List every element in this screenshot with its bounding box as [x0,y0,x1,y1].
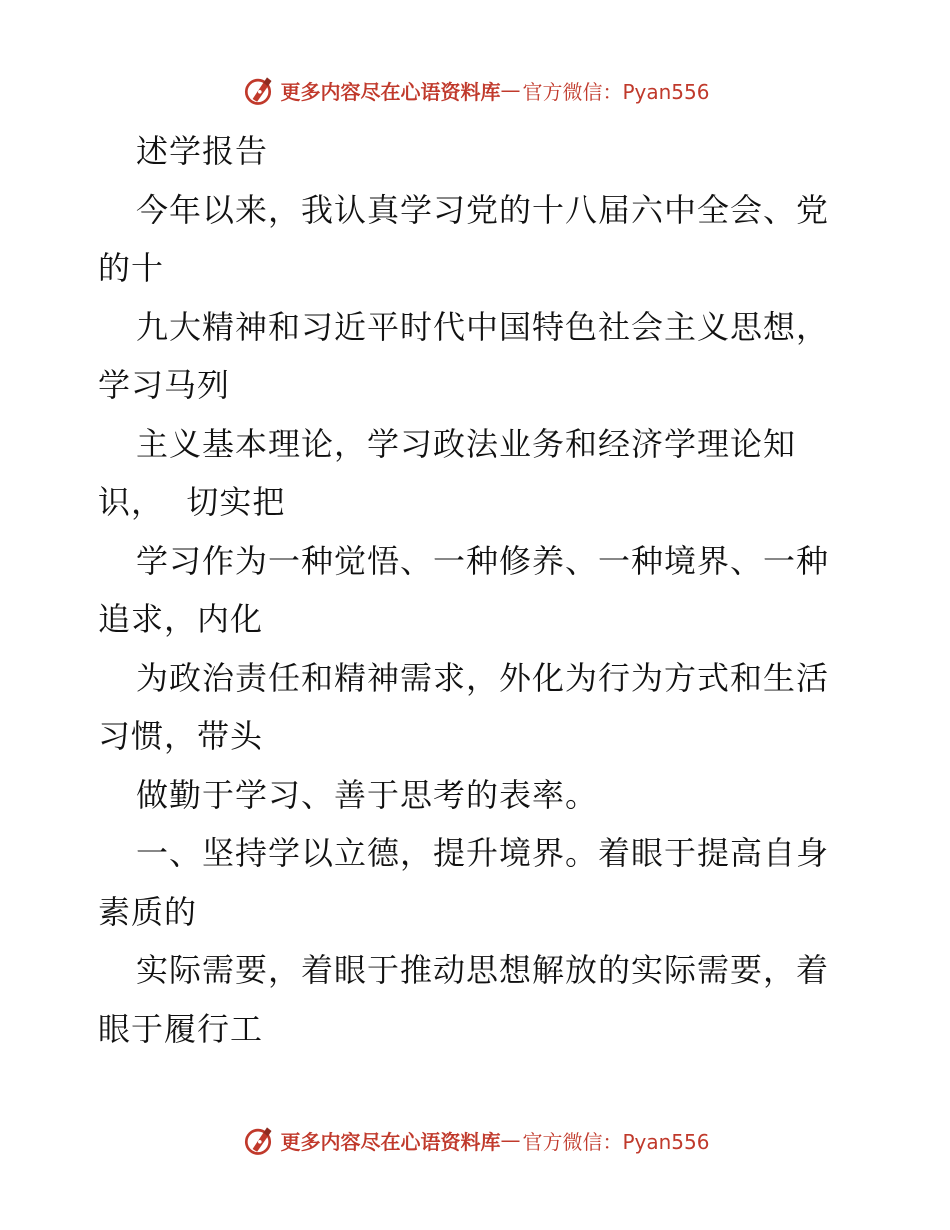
document-body [98,122,868,1058]
banner-separator: — [500,1128,521,1152]
banner-brand-text: 更多内容尽在心语资料库 [280,79,501,104]
paragraph-line: 做勤于学习、善于思考的表率。 [136,775,599,814]
paragraph-line: 学习马列 [98,366,231,404]
banner-wechat-text: 官方微信：Pyan556 [522,79,710,104]
paragraph-line: 学习作为一种觉悟、一种修养、一种境界、一种 [136,541,830,580]
footer-banner [0,1120,950,1160]
pen-nib-logo-icon [240,1122,276,1158]
paragraph-line: 眼于履行工 [98,1009,264,1048]
pen-nib-logo-icon [240,72,276,108]
banner-wechat-text: 官方微信：Pyan556 [522,1129,710,1154]
paragraph-line: 追求，内化 [98,600,264,638]
paragraph-line: 识， 切实把 [98,483,286,521]
header-banner [0,70,950,110]
paragraph-line: 九大精神和习近平时代中国特色社会主义思想， [136,307,830,346]
paragraph-line: 实际需要，着眼于推动思想解放的实际需要，着 [136,951,830,989]
paragraph-line: 素质的 [98,892,198,931]
paragraph-line: 的十 [98,249,165,287]
paragraph-line: 主义基本理论，学习政法业务和经济学理论知 [136,424,797,463]
banner-brand-text: 更多内容尽在心语资料库 [280,1129,501,1154]
document-title: 述学报告 [136,132,269,170]
paragraph-line: 今年以来，我认真学习党的十八届六中全会、党 [136,190,830,229]
paragraph-line: 一、坚持学以立德，提升境界。着眼于提高自身 [136,834,830,872]
paragraph-line: 习惯，带头 [98,717,264,755]
paragraph-line: 为政治责任和精神需求，外化为行为方式和生活 [136,658,830,697]
banner-separator: — [500,78,521,102]
